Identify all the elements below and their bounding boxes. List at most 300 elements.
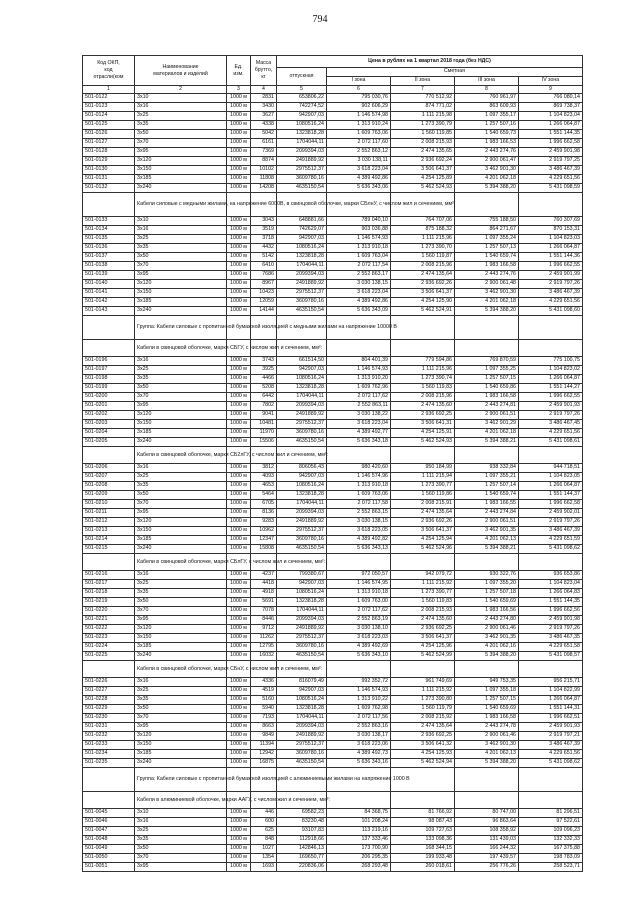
zone-1-price: 2 552 863,12 bbox=[327, 148, 391, 157]
item-unit: 1000 м bbox=[227, 836, 251, 845]
zone-3-price: 1 097 355,18 bbox=[455, 687, 519, 696]
table-body bbox=[83, 94, 583, 872]
table-row bbox=[83, 384, 583, 393]
zone-1-price: 3 030 138,15 bbox=[327, 518, 391, 527]
zone-1-price: 113 219,16 bbox=[327, 827, 391, 836]
item-name: 3х150 bbox=[135, 166, 227, 175]
item-name: 3х10 bbox=[135, 94, 227, 103]
item-mass: 16875 bbox=[251, 759, 277, 768]
table-row bbox=[83, 616, 583, 625]
item-name: 3х10 bbox=[135, 809, 227, 818]
subsection-heading-row bbox=[83, 447, 583, 464]
item-name: 3х240 bbox=[135, 545, 227, 554]
release-price: 83230,48 bbox=[277, 818, 327, 827]
release-price: 2099394,03 bbox=[277, 509, 327, 518]
header-zone-3: III зона bbox=[455, 77, 519, 86]
item-code: 501-0199 bbox=[83, 384, 135, 393]
item-name: 3х50 bbox=[135, 598, 227, 607]
zone-4-price: 1 104 823,04 bbox=[519, 112, 583, 121]
release-price: 799380,67 bbox=[277, 571, 327, 580]
zone-2-price: 2 936 692,24 bbox=[391, 157, 455, 166]
subsection-heading: Кабели в свинцовой оболочке, марки СБГУ, с числом жил и сечением, мм²: bbox=[135, 340, 227, 357]
empty-cell bbox=[391, 792, 455, 809]
item-code: 501-0138 bbox=[83, 262, 135, 271]
zone-2-price: 4 254 125,94 bbox=[391, 536, 455, 545]
item-unit: 1000 м bbox=[227, 166, 251, 175]
zone-1-price: 992 352,72 bbox=[327, 678, 391, 687]
item-name: 3х70 bbox=[135, 393, 227, 402]
item-name: 3х240 bbox=[135, 438, 227, 447]
table-row bbox=[83, 235, 583, 244]
item-mass: 16032 bbox=[251, 652, 277, 661]
release-price: 1080516,24 bbox=[277, 589, 327, 598]
item-mass: 14208 bbox=[251, 184, 277, 193]
zone-4-price: 870 153,31 bbox=[519, 226, 583, 235]
zone-4-price: 3 486 467,39 bbox=[519, 741, 583, 750]
zone-4-price: 760 307,69 bbox=[519, 217, 583, 226]
item-unit: 1000 м bbox=[227, 845, 251, 854]
item-code: 501-0222 bbox=[83, 625, 135, 634]
zone-3-price: 4 201 062,13 bbox=[455, 536, 519, 545]
release-price: 2099394,03 bbox=[277, 616, 327, 625]
zone-4-price: 5 431 098,62 bbox=[519, 545, 583, 554]
release-price: 1080516,24 bbox=[277, 375, 327, 384]
empty-cell bbox=[519, 554, 583, 571]
release-price: 1080516,24 bbox=[277, 696, 327, 705]
zone-4-price: 2 459 901,98 bbox=[519, 148, 583, 157]
zone-2-price: 2 474 135,64 bbox=[391, 509, 455, 518]
item-unit: 1000 м bbox=[227, 536, 251, 545]
table-row bbox=[83, 678, 583, 687]
item-name: 3х35 bbox=[135, 244, 227, 253]
zone-2-price: 1 273 390,77 bbox=[391, 482, 455, 491]
zone-2-price: 779 594,86 bbox=[391, 357, 455, 366]
zone-2-price: 2 008 215,96 bbox=[391, 393, 455, 402]
empty-cell bbox=[83, 792, 135, 809]
item-unit: 1000 м bbox=[227, 616, 251, 625]
release-price: 1704044,11 bbox=[277, 139, 327, 148]
zone-2-price: 1 560 119,87 bbox=[391, 253, 455, 262]
zone-3-price: 108 358,92 bbox=[455, 827, 519, 836]
zone-1-price: 1 313 910,18 bbox=[327, 482, 391, 491]
zone-4-price: 258 523,71 bbox=[519, 863, 583, 872]
release-price: 742274,52 bbox=[277, 103, 327, 112]
zone-1-price: 1 146 574,93 bbox=[327, 366, 391, 375]
item-unit: 1000 м bbox=[227, 518, 251, 527]
item-unit: 1000 м bbox=[227, 271, 251, 280]
item-name: 3х150 bbox=[135, 527, 227, 536]
item-mass: 8136 bbox=[251, 509, 277, 518]
zone-3-price: 256 776,26 bbox=[455, 863, 519, 872]
release-price: 2975512,37 bbox=[277, 741, 327, 750]
item-mass: 1693 bbox=[251, 863, 277, 872]
empty-cell bbox=[391, 340, 455, 357]
item-unit: 1000 м bbox=[227, 375, 251, 384]
table-row bbox=[83, 393, 583, 402]
table-row bbox=[83, 491, 583, 500]
zone-1-price: 1 313 910,18 bbox=[327, 244, 391, 253]
item-code: 501-0205 bbox=[83, 438, 135, 447]
item-code: 501-0125 bbox=[83, 121, 135, 130]
item-code: 501-0196 bbox=[83, 357, 135, 366]
item-name: 3х185 bbox=[135, 536, 227, 545]
table-row bbox=[83, 827, 583, 836]
item-code: 501-0229 bbox=[83, 705, 135, 714]
header-zone-1: I зона bbox=[327, 77, 391, 86]
item-code: 501-0136 bbox=[83, 244, 135, 253]
empty-cell bbox=[455, 193, 519, 217]
release-price: 942907,03 bbox=[277, 687, 327, 696]
zone-4-price: 2 919 797,26 bbox=[519, 411, 583, 420]
empty-cell bbox=[519, 447, 583, 464]
item-unit: 1000 м bbox=[227, 157, 251, 166]
zone-2-price: 1 560 119,83 bbox=[391, 384, 455, 393]
section-heading-row bbox=[83, 768, 583, 792]
item-name: 3х70 bbox=[135, 262, 227, 271]
item-name: 3х16 bbox=[135, 226, 227, 235]
zone-4-price: 1 551 144,31 bbox=[519, 705, 583, 714]
release-price: 653806,22 bbox=[277, 94, 327, 103]
item-mass: 2831 bbox=[251, 94, 277, 103]
table-row bbox=[83, 166, 583, 175]
zone-3-price: 760 961,97 bbox=[455, 94, 519, 103]
zone-4-price: 5 431 098,59 bbox=[519, 184, 583, 193]
zone-4-price: 81 296,51 bbox=[519, 809, 583, 818]
zone-4-price: 1 996 662,55 bbox=[519, 262, 583, 271]
empty-cell bbox=[83, 316, 135, 340]
release-price: 3609780,16 bbox=[277, 298, 327, 307]
zone-2-price: 4 254 125,89 bbox=[391, 175, 455, 184]
item-name: 3х25 bbox=[135, 366, 227, 375]
item-mass: 3743 bbox=[251, 357, 277, 366]
table-row bbox=[83, 289, 583, 298]
item-name: 3х70 bbox=[135, 854, 227, 863]
release-price: 1080516,24 bbox=[277, 244, 327, 253]
zone-3-price: 166 244,32 bbox=[455, 845, 519, 854]
item-mass: 3812 bbox=[251, 464, 277, 473]
item-name: 3х120 bbox=[135, 518, 227, 527]
release-price: 1080516,24 bbox=[277, 482, 327, 491]
zone-3-price: 4 201 062,18 bbox=[455, 175, 519, 184]
item-code: 501-0133 bbox=[83, 217, 135, 226]
zone-1-price: 3 030 138,10 bbox=[327, 625, 391, 634]
zone-2-price: 961 749,69 bbox=[391, 678, 455, 687]
col-number: 8 bbox=[455, 86, 519, 94]
release-price: 742629,07 bbox=[277, 226, 327, 235]
table-row bbox=[83, 589, 583, 598]
zone-2-price: 2 008 215,93 bbox=[391, 139, 455, 148]
item-mass: 5940 bbox=[251, 705, 277, 714]
zone-2-price: 109 727,63 bbox=[391, 827, 455, 836]
release-price: 1323818,28 bbox=[277, 253, 327, 262]
item-name: 3х95 bbox=[135, 148, 227, 157]
release-price: 1704044,11 bbox=[277, 607, 327, 616]
item-name: 3х150 bbox=[135, 420, 227, 429]
zone-3-price: 864 271,67 bbox=[455, 226, 519, 235]
zone-2-price: 4 254 125,91 bbox=[391, 429, 455, 438]
zone-2-price: 2 936 692,25 bbox=[391, 732, 455, 741]
zone-3-price: 1 257 507,18 bbox=[455, 589, 519, 598]
item-name: 3х240 bbox=[135, 759, 227, 768]
item-unit: 1000 м bbox=[227, 634, 251, 643]
zone-1-price: 3 618 223,04 bbox=[327, 420, 391, 429]
item-code: 501-0225 bbox=[83, 652, 135, 661]
item-unit: 1000 м bbox=[227, 121, 251, 130]
item-mass: 12795 bbox=[251, 643, 277, 652]
table-row bbox=[83, 518, 583, 527]
item-name: 3х50 bbox=[135, 253, 227, 262]
zone-2-price: 5 462 524,91 bbox=[391, 307, 455, 316]
zone-2-price: 2 008 215,93 bbox=[391, 607, 455, 616]
table-row bbox=[83, 130, 583, 139]
zone-4-price: 1 266 064,87 bbox=[519, 121, 583, 130]
item-unit: 1000 м bbox=[227, 809, 251, 818]
empty-cell bbox=[455, 447, 519, 464]
item-name: 3х95 bbox=[135, 402, 227, 411]
item-mass: 4918 bbox=[251, 589, 277, 598]
item-mass: 3718 bbox=[251, 235, 277, 244]
item-mass: 9849 bbox=[251, 732, 277, 741]
zone-1-price: 1 609 763,06 bbox=[327, 491, 391, 500]
zone-4-price: 775 100,75 bbox=[519, 357, 583, 366]
item-unit: 1000 м bbox=[227, 217, 251, 226]
item-unit: 1000 м bbox=[227, 580, 251, 589]
item-mass: 6410 bbox=[251, 262, 277, 271]
col-number: 1 bbox=[83, 86, 135, 94]
empty-cell bbox=[391, 316, 455, 340]
table-row bbox=[83, 509, 583, 518]
zone-4-price: 2 919 797,21 bbox=[519, 732, 583, 741]
item-name: 3х16 bbox=[135, 571, 227, 580]
release-price: 3609780,16 bbox=[277, 536, 327, 545]
table-row bbox=[83, 366, 583, 375]
zone-4-price: 2 459 902,01 bbox=[519, 509, 583, 518]
table-row bbox=[83, 271, 583, 280]
subsection-heading-row bbox=[83, 792, 583, 809]
zone-3-price: 2 443 274,78 bbox=[455, 723, 519, 732]
zone-3-price: 1 097 355,21 bbox=[455, 473, 519, 482]
zone-4-price: 944 718,51 bbox=[519, 464, 583, 473]
zone-3-price: 755 188,50 bbox=[455, 217, 519, 226]
table-row bbox=[83, 500, 583, 509]
item-code: 501-0124 bbox=[83, 112, 135, 121]
zone-1-price: 206 295,35 bbox=[327, 854, 391, 863]
zone-3-price: 2 443 274,76 bbox=[455, 271, 519, 280]
table-row bbox=[83, 244, 583, 253]
item-mass: 4237 bbox=[251, 571, 277, 580]
item-unit: 1000 м bbox=[227, 393, 251, 402]
zone-1-price: 3 030 138,11 bbox=[327, 157, 391, 166]
table-row bbox=[83, 148, 583, 157]
zone-1-price: 3 618 223,04 bbox=[327, 166, 391, 175]
item-unit: 1000 м bbox=[227, 741, 251, 750]
release-price: 220836,06 bbox=[277, 863, 327, 872]
item-unit: 1000 м bbox=[227, 607, 251, 616]
table-row bbox=[83, 687, 583, 696]
item-unit: 1000 м bbox=[227, 491, 251, 500]
table-row bbox=[83, 175, 583, 184]
release-price: 942907,03 bbox=[277, 235, 327, 244]
section-heading: Кабели силовые с медными жилами, на напряжение 6000В, в свинцовой оболочке, марки СБлнУ, с числом жил и сечением, мм²: bbox=[135, 193, 227, 217]
zone-2-price: 1 273 390,77 bbox=[391, 589, 455, 598]
zone-1-price: 2 552 863,15 bbox=[327, 509, 391, 518]
zone-3-price: 4 201 062,16 bbox=[455, 643, 519, 652]
release-price: 942907,03 bbox=[277, 473, 327, 482]
release-price: 169650,77 bbox=[277, 854, 327, 863]
empty-cell bbox=[391, 661, 455, 678]
zone-1-price: 1 146 574,95 bbox=[327, 580, 391, 589]
item-unit: 1000 м bbox=[227, 175, 251, 184]
zone-2-price: 3 506 641,31 bbox=[391, 420, 455, 429]
item-name: 3х95 bbox=[135, 271, 227, 280]
item-name: 3х35 bbox=[135, 121, 227, 130]
item-unit: 1000 м bbox=[227, 103, 251, 112]
item-name: 3х16 bbox=[135, 678, 227, 687]
item-name: 3х120 bbox=[135, 280, 227, 289]
item-unit: 1000 м bbox=[227, 759, 251, 768]
item-mass: 3925 bbox=[251, 366, 277, 375]
item-name: 3х70 bbox=[135, 500, 227, 509]
zone-4-price: 2 919 797,26 bbox=[519, 625, 583, 634]
zone-4-price: 2 919 797,26 bbox=[519, 280, 583, 289]
item-name: 3х185 bbox=[135, 175, 227, 184]
empty-cell bbox=[519, 316, 583, 340]
zone-3-price: 3 462 901,30 bbox=[455, 741, 519, 750]
item-unit: 1000 м bbox=[227, 139, 251, 148]
table-row bbox=[83, 112, 583, 121]
zone-1-price: 4 389 492,73 bbox=[327, 750, 391, 759]
item-code: 501-0141 bbox=[83, 289, 135, 298]
empty-cell bbox=[327, 554, 391, 571]
item-code: 501-0232 bbox=[83, 732, 135, 741]
zone-2-price: 2 936 692,26 bbox=[391, 518, 455, 527]
item-code: 501-0226 bbox=[83, 678, 135, 687]
item-mass: 12347 bbox=[251, 536, 277, 545]
zone-1-price: 4 389 492,82 bbox=[327, 536, 391, 545]
subsection-heading-row bbox=[83, 340, 583, 357]
item-mass: 11262 bbox=[251, 634, 277, 643]
zone-1-price: 1 146 574,98 bbox=[327, 112, 391, 121]
section-heading: Группа: Кабели силовые с пропитанной бумажной изоляцией с медными жилами на напряжение 10000 В bbox=[135, 316, 227, 340]
zone-3-price: 4 201 062,18 bbox=[455, 298, 519, 307]
item-unit: 1000 м bbox=[227, 94, 251, 103]
zone-2-price: 942 079,72 bbox=[391, 571, 455, 580]
release-price: 4635150,54 bbox=[277, 652, 327, 661]
zone-3-price: 5 394 388,20 bbox=[455, 184, 519, 193]
table-row bbox=[83, 420, 583, 429]
zone-1-price: 1 609 763,00 bbox=[327, 598, 391, 607]
zone-1-price: 1 146 574,96 bbox=[327, 473, 391, 482]
table-row bbox=[83, 836, 583, 845]
table-row bbox=[83, 438, 583, 447]
item-mass: 4432 bbox=[251, 244, 277, 253]
zone-1-price: 2 552 863,19 bbox=[327, 616, 391, 625]
item-unit: 1000 м bbox=[227, 148, 251, 157]
item-name: 3х25 bbox=[135, 580, 227, 589]
col-number: 3 bbox=[227, 86, 251, 94]
item-unit: 1000 м bbox=[227, 678, 251, 687]
zone-2-price: 1 273 390,80 bbox=[391, 696, 455, 705]
item-code: 501-0203 bbox=[83, 420, 135, 429]
zone-2-price: 5 462 524,99 bbox=[391, 652, 455, 661]
item-unit: 1000 м bbox=[227, 527, 251, 536]
release-price: 1323818,28 bbox=[277, 598, 327, 607]
zone-1-price: 980 420,60 bbox=[327, 464, 391, 473]
col-number: 4 bbox=[251, 86, 277, 94]
header-name: Наименование материалов и изделий bbox=[135, 56, 227, 86]
zone-3-price: 1 540 659,86 bbox=[455, 384, 519, 393]
release-price: 1704044,11 bbox=[277, 393, 327, 402]
empty-cell bbox=[391, 554, 455, 571]
col-number: 9 bbox=[519, 86, 583, 94]
zone-2-price: 5 462 524,93 bbox=[391, 184, 455, 193]
table-row bbox=[83, 809, 583, 818]
release-price: 1080516,24 bbox=[277, 121, 327, 130]
subsection-heading: Кабели в свинцовой оболочке, марки СБнУ, с числом жил и сечением, мм²: bbox=[135, 661, 227, 678]
release-price: 2099394,03 bbox=[277, 723, 327, 732]
zone-4-price: 1 266 064,87 bbox=[519, 375, 583, 384]
item-unit: 1000 м bbox=[227, 366, 251, 375]
release-price: 2491889,92 bbox=[277, 157, 327, 166]
item-code: 501-0235 bbox=[83, 759, 135, 768]
table-row bbox=[83, 759, 583, 768]
item-code: 501-0216 bbox=[83, 571, 135, 580]
zone-4-price: 2 919 797,26 bbox=[519, 518, 583, 527]
item-code: 501-0131 bbox=[83, 175, 135, 184]
zone-3-price: 96 863,64 bbox=[455, 818, 519, 827]
item-unit: 1000 м bbox=[227, 262, 251, 271]
item-code: 501-0127 bbox=[83, 139, 135, 148]
item-code: 501-0047 bbox=[83, 827, 135, 836]
item-mass: 11970 bbox=[251, 429, 277, 438]
table-row bbox=[83, 402, 583, 411]
zone-2-price: 2 936 692,26 bbox=[391, 280, 455, 289]
item-name: 3х120 bbox=[135, 411, 227, 420]
zone-3-price: 2 900 061,48 bbox=[455, 280, 519, 289]
empty-cell bbox=[455, 768, 519, 792]
zone-4-price: 1 996 662,58 bbox=[519, 139, 583, 148]
zone-4-price: 936 653,86 bbox=[519, 571, 583, 580]
zone-3-price: 863 609,93 bbox=[455, 103, 519, 112]
zone-4-price: 3 486 467,39 bbox=[519, 166, 583, 175]
table-row bbox=[83, 157, 583, 166]
zone-3-price: 949 753,35 bbox=[455, 678, 519, 687]
item-code: 501-0139 bbox=[83, 271, 135, 280]
zone-4-price: 4 229 651,59 bbox=[519, 536, 583, 545]
item-code: 501-0048 bbox=[83, 836, 135, 845]
release-price: 112918,66 bbox=[277, 836, 327, 845]
zone-2-price: 199 933,48 bbox=[391, 854, 455, 863]
item-code: 501-0217 bbox=[83, 580, 135, 589]
table-row bbox=[83, 545, 583, 554]
release-price: 93107,83 bbox=[277, 827, 327, 836]
item-unit: 1000 м bbox=[227, 130, 251, 139]
item-unit: 1000 м bbox=[227, 571, 251, 580]
item-mass: 10423 bbox=[251, 289, 277, 298]
empty-cell bbox=[83, 193, 135, 217]
zone-1-price: 795 030,76 bbox=[327, 94, 391, 103]
zone-3-price: 80 747,00 bbox=[455, 809, 519, 818]
item-code: 501-0208 bbox=[83, 482, 135, 491]
release-price: 3609780,16 bbox=[277, 643, 327, 652]
item-name: 3х185 bbox=[135, 298, 227, 307]
release-price: 3609780,16 bbox=[277, 750, 327, 759]
item-unit: 1000 м bbox=[227, 298, 251, 307]
zone-2-price: 1 560 119,79 bbox=[391, 705, 455, 714]
table-row bbox=[83, 652, 583, 661]
item-code: 501-0201 bbox=[83, 402, 135, 411]
zone-1-price: 2 552 863,17 bbox=[327, 271, 391, 280]
